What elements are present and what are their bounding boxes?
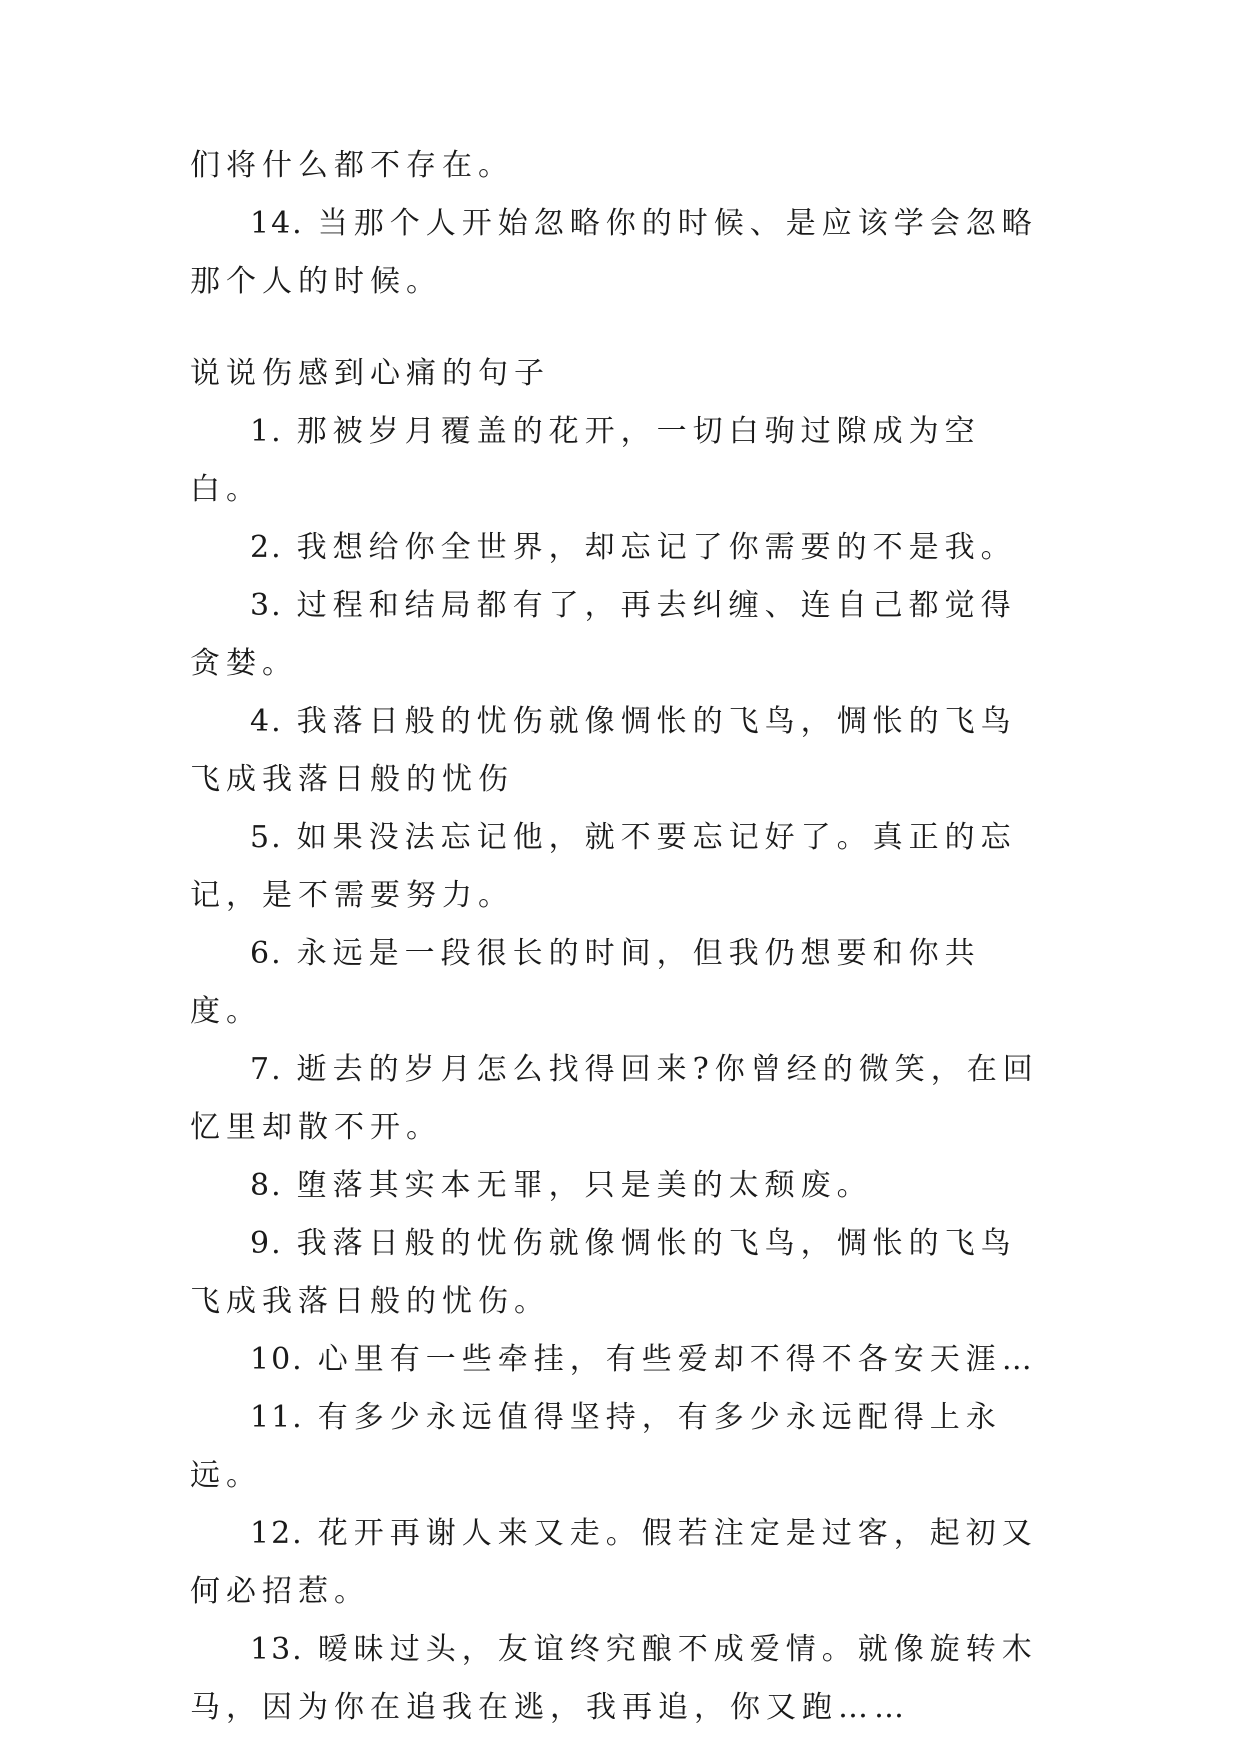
item-number: 7. <box>250 1052 283 1087</box>
item-number: 2. <box>250 530 283 565</box>
list-item <box>190 1041 1050 1157</box>
top-section <box>190 137 1050 311</box>
item-number: 5. <box>250 820 283 855</box>
item-text: 暧昧过头，友谊终究酿不成爱情。就像旋转木马，因为你在追我在逃，我再追，你又跑…… <box>190 1632 1038 1725</box>
continued-paragraph: 们将什么都不存在。 <box>190 148 514 183</box>
main-section <box>190 345 1050 1737</box>
item-number: 11. <box>250 1400 304 1435</box>
item-text: 有多少永远值得坚持，有多少永远配得上永远。 <box>190 1400 1002 1493</box>
item-number: 14. <box>250 206 304 241</box>
item-text: 心里有一些牵挂，有些爱却不得不各安天涯… <box>317 1342 1038 1377</box>
item-number: 12. <box>250 1516 304 1551</box>
list-item <box>190 1389 1050 1505</box>
item-text: 我落日般的忧伤就像惆怅的飞鸟，惆怅的飞鸟飞成我落日般的忧伤。 <box>190 1226 1017 1319</box>
item-number: 10. <box>250 1342 304 1377</box>
item-number: 13. <box>250 1632 304 1667</box>
sentence-list <box>190 403 1050 1737</box>
item-text: 堕落其实本无罪，只是美的太颓废。 <box>296 1168 873 1203</box>
item-number: 8. <box>250 1168 283 1203</box>
item-text: 当那个人开始忽略你的时候、是应该学会忽略那个人的时候。 <box>190 206 1038 299</box>
list-item <box>190 693 1050 809</box>
item-text: 那被岁月覆盖的花开，一切白驹过隙成为空白。 <box>190 414 981 507</box>
item-text: 我想给你全世界，却忘记了你需要的不是我。 <box>296 530 1017 565</box>
list-item <box>190 403 1050 519</box>
list-item <box>190 1215 1050 1331</box>
item-text: 我落日般的忧伤就像惆怅的飞鸟，惆怅的飞鸟飞成我落日般的忧伤 <box>190 704 1017 797</box>
list-item <box>190 1505 1050 1621</box>
item-number: 9. <box>250 1226 283 1261</box>
list-item <box>190 925 1050 1041</box>
item-number: 3. <box>250 588 283 623</box>
list-item <box>190 1331 1050 1389</box>
item-text: 逝去的岁月怎么找得回来?你曾经的微笑，在回忆里却散不开。 <box>190 1052 1039 1145</box>
list-item-14 <box>190 195 1050 311</box>
list-item <box>190 809 1050 925</box>
list-item <box>190 577 1050 693</box>
item-text: 永远是一段很长的时间，但我仍想要和你共度。 <box>190 936 981 1029</box>
list-item <box>190 519 1050 577</box>
list-item <box>190 1621 1050 1737</box>
item-number: 1. <box>250 414 283 449</box>
item-text: 过程和结局都有了，再去纠缠、连自己都觉得贪婪。 <box>190 588 1017 681</box>
item-number: 6. <box>250 936 283 971</box>
item-text: 花开再谢人来又走。假若注定是过客，起初又何必招惹。 <box>190 1516 1038 1609</box>
item-number: 4. <box>250 704 283 739</box>
list-item <box>190 1157 1050 1215</box>
item-text: 如果没法忘记他，就不要忘记好了。真正的忘记，是不需要努力。 <box>190 820 1017 913</box>
section-title: 说说伤感到心痛的句子 <box>190 356 550 391</box>
